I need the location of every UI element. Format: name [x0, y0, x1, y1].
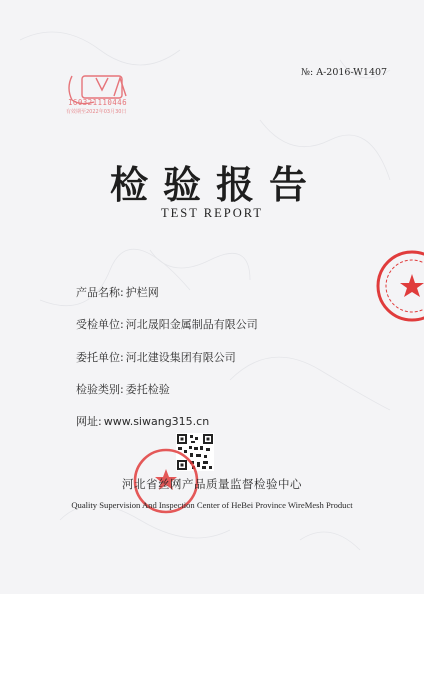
report-title-en: TEST REPORT	[161, 206, 263, 220]
field-label: 委托单位:	[76, 351, 124, 364]
field-client-unit	[76, 349, 236, 365]
field-product-name	[76, 284, 159, 300]
report-number: №: A-2016-W1407	[301, 67, 388, 78]
field-label: 产品名称:	[76, 286, 124, 299]
field-value: 河北晟阳金属制品有限公司	[125, 318, 258, 331]
field-inspected-unit	[76, 316, 258, 332]
field-label: 受检单位:	[76, 318, 124, 331]
cma-number: 160321110446	[68, 98, 127, 107]
field-value: www.siwang315.cn	[103, 415, 210, 428]
issuing-center-cn: 河北省丝网产品质量监督检验中心	[122, 477, 302, 491]
field-value: 护栏网	[125, 286, 159, 299]
field-label: 检验类别:	[76, 383, 124, 396]
report-title-cn: 检验报告	[110, 163, 323, 207]
field-label: 网址:	[76, 415, 102, 428]
red-seal-icon	[372, 246, 424, 326]
field-value: 委托检验	[125, 383, 170, 396]
field-value: 河北建设集团有限公司	[125, 351, 236, 364]
cma-validity: 有效期至2022年03月30日	[66, 109, 127, 115]
field-inspection-type	[76, 381, 170, 397]
issuing-center-en: Quality Supervision And Inspection Center of HeBei Province WireMesh Product	[71, 500, 353, 510]
field-website	[76, 413, 209, 429]
